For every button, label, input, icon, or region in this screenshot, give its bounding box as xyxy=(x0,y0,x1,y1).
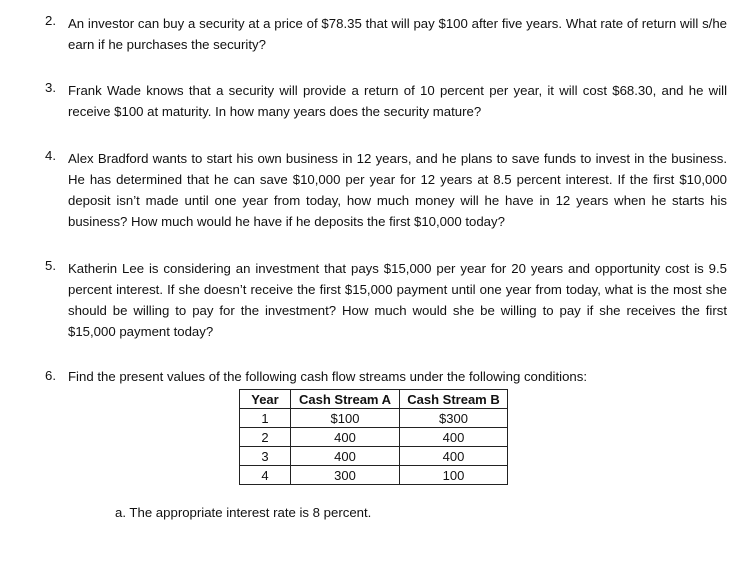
question-text: An investor can buy a security at a price of $78.35 that will pay $100 after five years. What rate of return will s/he earn if he purchases the security? xyxy=(68,16,727,52)
question-2 xyxy=(45,13,727,55)
question-number: 6. xyxy=(45,368,56,383)
table-header-row xyxy=(240,390,508,409)
header-cash-stream-b: Cash Stream B xyxy=(400,390,508,409)
question-text: Alex Bradford wants to start his own business in 12 years, and he plans to save funds to invest in the business. He has determined that he can save $10,000 per year for 12 years at 8.5 percent interest. If the first $10,000 deposit isn’t made until one year from today, how much money will he have in 12 years when he starts his business? How much would he have if he deposits the first $10,000 today? xyxy=(68,151,727,229)
question-text: Katherin Lee is considering an investment that pays $15,000 per year for 20 years and opportunity cost is 9.5 percent interest. If she doesn’t receive the first $15,000 payment until one year from today, what is the most she should be willing to pay for the investment? How much would she be willing to pay if she receives the first $15,000 payment today? xyxy=(68,261,727,339)
question-6 xyxy=(45,368,727,386)
cell-stream-b: 400 xyxy=(400,428,508,447)
question-number: 5. xyxy=(45,258,56,273)
part-a-text: a. The appropriate interest rate is 8 percent. xyxy=(115,505,372,520)
header-year: Year xyxy=(240,390,291,409)
cell-stream-b: 400 xyxy=(400,447,508,466)
question-text: Frank Wade knows that a security will provide a return of 10 percent per year, it will cost $68.30, and he will receive $100 at maturity. In how many years does the security mature? xyxy=(68,83,727,119)
cell-year: 2 xyxy=(240,428,291,447)
table-row xyxy=(240,447,508,466)
cell-stream-a: 300 xyxy=(291,466,400,485)
cell-stream-b: $300 xyxy=(400,409,508,428)
table-row xyxy=(240,466,508,485)
header-cash-stream-a: Cash Stream A xyxy=(291,390,400,409)
cell-stream-a: $100 xyxy=(291,409,400,428)
cell-stream-a: 400 xyxy=(291,428,400,447)
question-3 xyxy=(45,80,727,122)
question-5 xyxy=(45,258,727,342)
cell-stream-b: 100 xyxy=(400,466,508,485)
question-number: 3. xyxy=(45,80,56,95)
cell-year: 4 xyxy=(240,466,291,485)
cash-flow-table xyxy=(239,389,508,485)
question-4 xyxy=(45,148,727,232)
table-row xyxy=(240,428,508,447)
question-number: 4. xyxy=(45,148,56,163)
cell-year: 1 xyxy=(240,409,291,428)
cell-stream-a: 400 xyxy=(291,447,400,466)
question-number: 2. xyxy=(45,13,56,28)
question-text: Find the present values of the following cash flow streams under the following conditions: xyxy=(68,369,587,384)
table-row xyxy=(240,409,508,428)
cell-year: 3 xyxy=(240,447,291,466)
